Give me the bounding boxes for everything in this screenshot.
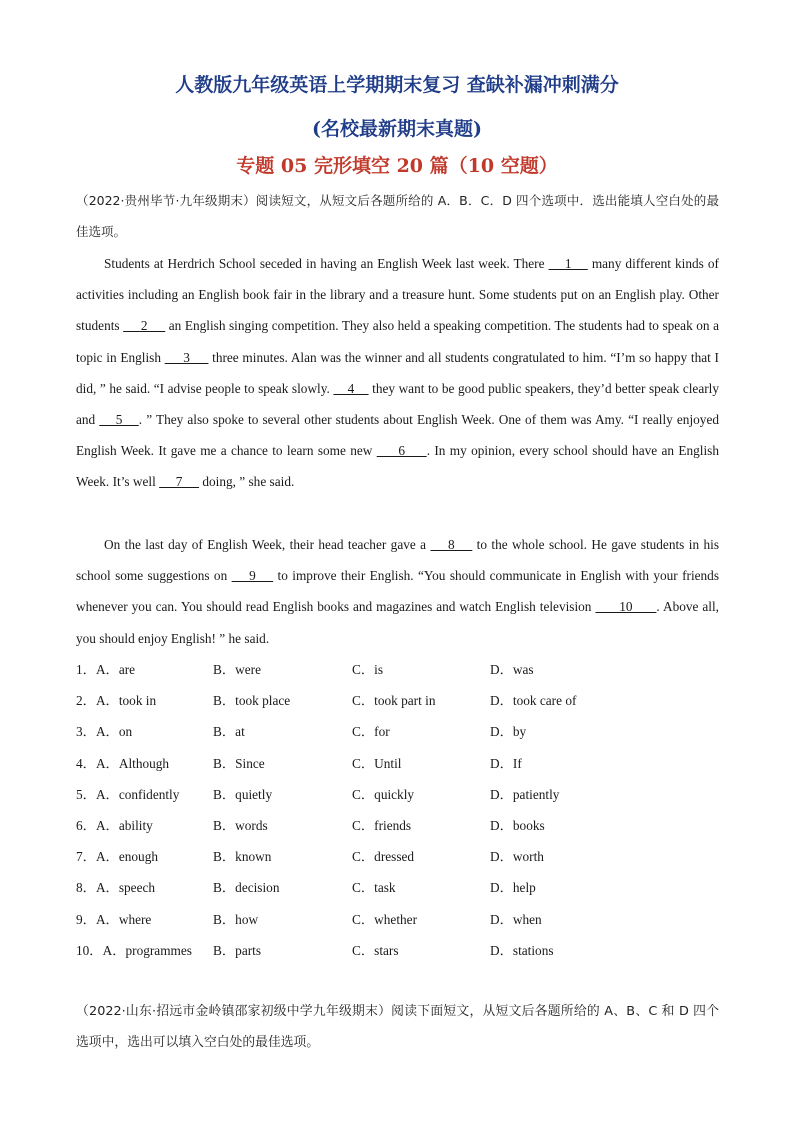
passage-paragraph-2 — [76, 529, 719, 654]
option-b: B．decision — [213, 880, 280, 896]
answer-blank: 9 — [231, 568, 274, 584]
option-row — [76, 685, 719, 716]
passage-text: an English singing competition. They also held a speaking competition. The students had to speak on a topic in English — [76, 318, 720, 365]
option-c: C．stars — [352, 942, 399, 958]
option-d: D．by — [490, 724, 527, 740]
option-row — [76, 716, 719, 747]
option-c: C．for — [352, 724, 390, 740]
option-d: D．stations — [490, 942, 554, 958]
answer-blank: 1 — [548, 256, 588, 271]
page-subtitle: (名校最新期末真题) — [312, 118, 482, 140]
option-b: B．parts — [213, 942, 262, 958]
answer-blank: 6 — [376, 443, 427, 459]
passage-text: three minutes. Alan was the winner and all students congratulated to him. “I’m so happy that I did, ” he said. “I advise people to speak slowly. — [76, 349, 719, 396]
option-row — [76, 872, 719, 903]
option-row — [76, 810, 719, 841]
option-d: D．help — [490, 880, 536, 896]
passage-text: . Above all, you should enjoy English! ” he said. — [76, 599, 720, 646]
passage-text: to the whole school. He gave students in his school some suggestions on — [76, 537, 719, 584]
passage-text: many different kinds of activities including an English book fair in the library and a treasure hunt. Some students put on an English play. Other students — [76, 256, 719, 334]
option-row — [76, 841, 719, 872]
option-row — [76, 654, 719, 685]
option-c: C．whether — [352, 911, 417, 927]
source-instruction-1: （2022·贵州毕节·九年级期末）阅读短文，从短文后各题所给的 A．B．C．D 四个选项中．选出能填人空白处的最佳选项。 — [76, 193, 719, 239]
option-a: 3．A．on — [76, 724, 133, 740]
passage-text: Students at Herdrich School seceded in having an English Week last week. There — [104, 256, 549, 271]
option-a: 9．A．where — [76, 911, 152, 927]
paragraph-text — [76, 529, 719, 654]
option-c: C．dressed — [352, 849, 415, 865]
option-b: B．Since — [213, 755, 265, 771]
answer-blank: 4 — [333, 380, 369, 396]
passage-text: . In my opinion, every school should have an English Week. It’s well — [76, 443, 720, 490]
option-row — [76, 779, 719, 810]
passage-text: On the last day of English Week, their head teacher gave a — [104, 537, 431, 552]
option-row — [76, 904, 719, 935]
option-a: 10．A．programmes — [76, 942, 192, 958]
passage-text: they want to be good public speakers, they’d better speak clearly and — [76, 380, 719, 428]
passage-paragraph-1 — [76, 248, 719, 498]
option-c: C．is — [352, 662, 384, 677]
option-a: 7．A．enough — [76, 849, 158, 865]
option-a: 4．A．Although — [76, 755, 170, 771]
option-c: C．quickly — [352, 786, 415, 802]
option-d: D．when — [490, 911, 542, 927]
option-b: B．at — [213, 724, 245, 740]
option-d: D．took care of — [490, 693, 577, 709]
answer-blank: 3 — [164, 349, 209, 365]
answer-blank: 10 — [595, 599, 657, 615]
option-b: B．quietly — [213, 786, 273, 802]
option-a: 2．A．took in — [76, 693, 157, 709]
paragraph-text — [76, 248, 719, 498]
source-instruction-2: （2022·山东·招远市金岭镇邵家初级中学九年级期末）阅读下面短文，从短文后各题所给的 A、B、C 和 D 四个选项中，选出可以填入空白处的最佳选项。 — [76, 1004, 719, 1050]
answer-blank: 2 — [123, 318, 166, 334]
option-row — [76, 935, 719, 966]
option-a: 5．A．confidently — [76, 786, 180, 802]
option-d: D．was — [490, 662, 534, 677]
topic-heading: 专题 05 完形填空 20 篇（10 空题） — [236, 155, 558, 177]
option-c: C．took part in — [352, 693, 436, 709]
answer-blank: 8 — [430, 537, 473, 552]
answer-blank: 5 — [99, 412, 139, 428]
option-b: B．were — [213, 662, 261, 677]
option-d: D．worth — [490, 849, 544, 865]
option-c: C．Until — [352, 755, 402, 771]
option-row — [76, 748, 719, 779]
answer-options — [76, 654, 719, 966]
option-d: D．patiently — [490, 786, 560, 802]
option-d: D．books — [490, 817, 545, 833]
option-c: C．task — [352, 880, 396, 896]
option-b: B．how — [213, 911, 259, 927]
option-b: B．took place — [213, 693, 291, 709]
option-d: D．If — [490, 755, 522, 771]
passage-text: doing, ” she said. — [199, 474, 295, 490]
passage-text: to improve their English. “You should communicate in English with your friends whenever you can. You should read English books and magazines and watch English television — [76, 568, 720, 615]
option-a: 8．A．speech — [76, 880, 156, 896]
passage-text: . ” They also spoke to several other students about English Week. One of them was Amy. “I really enjoyed English Week. It gave me a chance to learn some new — [76, 412, 719, 459]
option-a: 1．A．are — [76, 662, 136, 677]
answer-blank: 7 — [159, 474, 200, 490]
option-b: B．words — [213, 817, 268, 833]
option-b: B．known — [213, 849, 272, 865]
option-c: C．friends — [352, 817, 412, 833]
option-a: 6．A．ability — [76, 817, 153, 833]
page-title: 人教版九年级英语上学期期末复习 查缺补漏冲刺满分 — [175, 74, 619, 96]
